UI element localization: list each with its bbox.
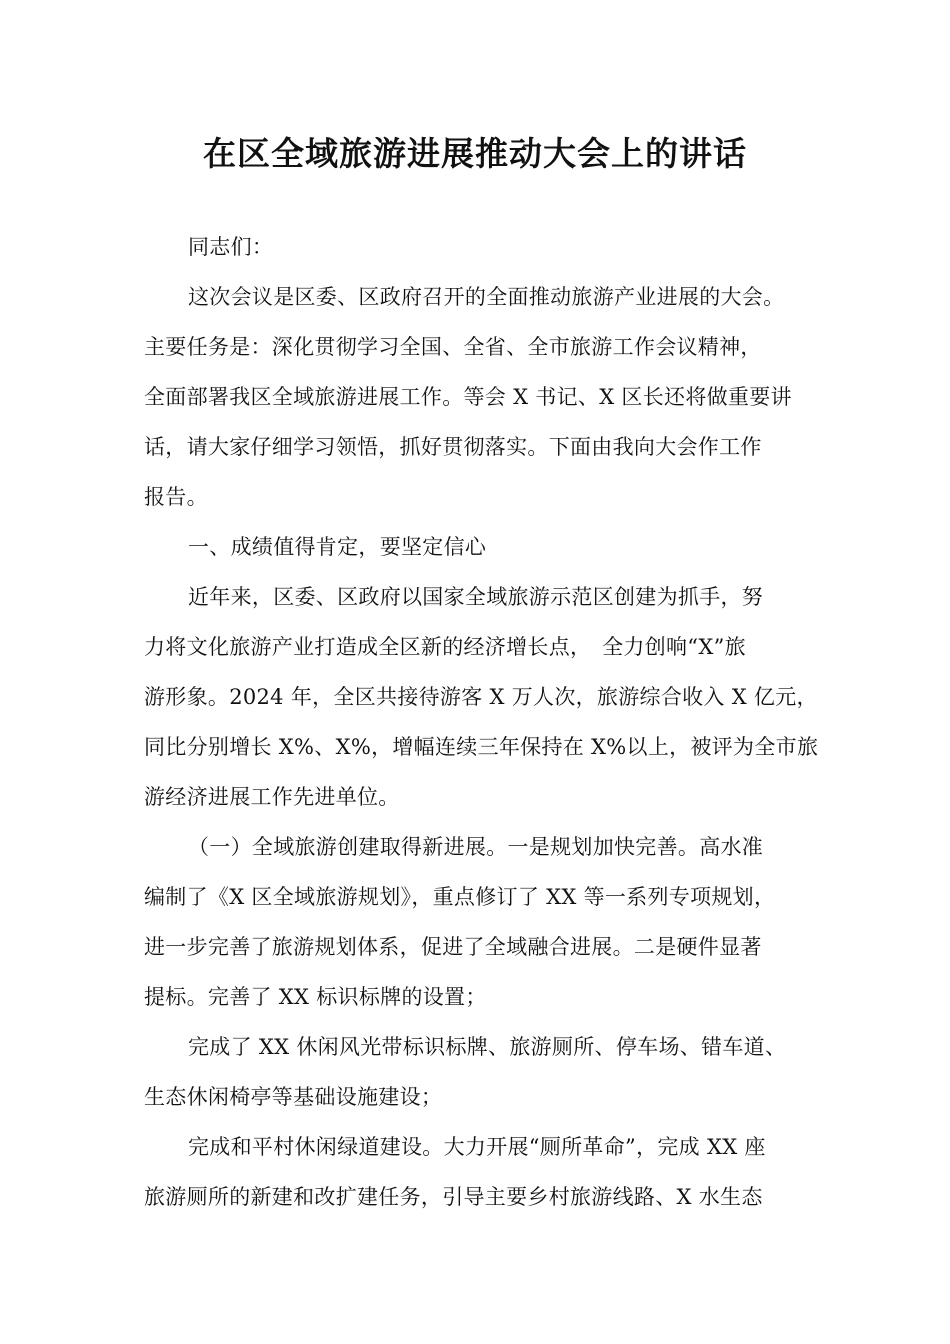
paragraph-line: 主要任务是：深化贯彻学习全国、全省、全市旅游工作会议精神， (144, 335, 762, 359)
section-heading: 一、成绩值得肯定，要坚定信心 (188, 535, 487, 559)
paragraph-line: 提标。完善了 XX 标识标牌的设置； (144, 985, 487, 1009)
paragraph-line: 完成和平村休闲绿道建设。大力开展“厕所革命”，完成 XX 座 (188, 1135, 766, 1159)
paragraph-line: 全面部署我区全域旅游进展工作。等会 X 书记、X 区长还将做重要讲 (144, 385, 792, 409)
document-title: 在区全域旅游进展推动大会上的讲话 (203, 134, 747, 173)
document-body (144, 222, 834, 1222)
salutation: 同志们： (188, 235, 274, 259)
paragraph-line: 话，请大家仔细学习领悟，抓好贯彻落实。下面由我向大会作工作 (144, 435, 762, 459)
paragraph-line: 进一步完善了旅游规划体系，促进了全域融合进展。二是硬件显著 (144, 935, 762, 959)
paragraph-line: 力将文化旅游产业打造成全区新的经济增长点， 全力创响“X”旅 (144, 635, 746, 659)
paragraph-line: 报告。 (144, 485, 208, 509)
paragraph-line: 游经济进展工作先进单位。 (144, 785, 400, 809)
paragraph-line: 这次会议是区委、区政府召开的全面推动旅游产业进展的大会。 (188, 285, 785, 309)
paragraph-line: 同比分别增长 X%、X%，增幅连续三年保持在 X%以上，被评为全市旅 (144, 735, 819, 759)
paragraph-line: 编制了《X 区全域旅游规划》，重点修订了 XX 等一系列专项规划， (144, 885, 776, 909)
paragraph-line: 旅游厕所的新建和改扩建任务，引导主要乡村旅游线路、X 水生态 (144, 1185, 763, 1209)
paragraph-line: 近年来，区委、区政府以国家全域旅游示范区创建为抓手，努 (188, 585, 764, 609)
subsection-line: （一）全域旅游创建取得新进展。一是规划加快完善。高水准 (188, 835, 764, 859)
paragraph-line: 生态休闲椅亭等基础设施建设； (144, 1085, 443, 1109)
paragraph-line: 完成了 XX 休闲风光带标识标牌、旅游厕所、停车场、错车道、 (188, 1035, 787, 1059)
paragraph-line: 游形象。2024 年，全区共接待游客 X 万人次，旅游综合收入 X 亿元， (144, 685, 818, 709)
